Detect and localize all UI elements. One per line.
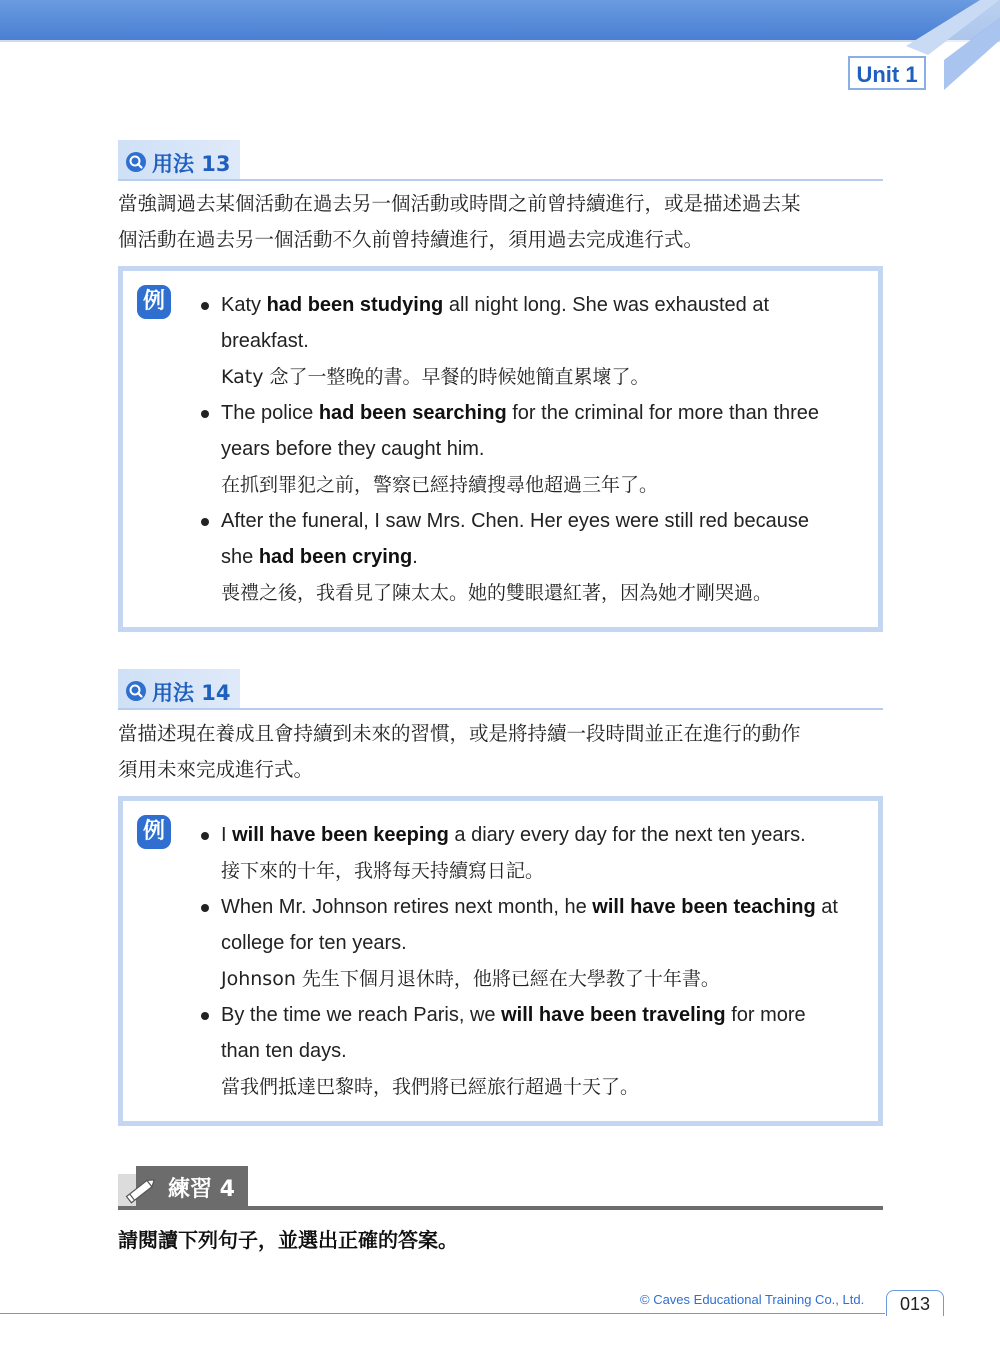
usage-14-desc-line: 當描述現在養成且會持續到未來的習慣，或是將持續一段時間並正在進行的動作 — [118, 722, 801, 745]
example-zh-line: Katy 念了一整晚的書。早餐的時候她簡直累壞了。 — [221, 366, 650, 388]
usage-14-title: 用法 14 — [152, 681, 231, 705]
example-en-line: college for ten years. — [221, 932, 407, 954]
practice-rule — [118, 1206, 883, 1210]
usage-13-desc-line: 個活動在過去另一個活動不久前曾持續進行，須用過去完成進行式。 — [118, 228, 704, 251]
example-item — [201, 287, 870, 395]
usage-14-desc-line: 須用未來完成進行式。 — [118, 758, 314, 781]
copyright-text: © Caves Educational Training Co., Ltd. — [640, 1292, 865, 1307]
example-en-line: breakfast. — [221, 330, 309, 352]
usage-14-tab — [118, 669, 240, 709]
usage-13-example-list — [201, 287, 870, 611]
usage-13-desc-line: 當強調過去某個活動在過去另一個活動或時間之前曾持續進行，或是描述過去某 — [118, 192, 801, 215]
pencil-icon — [120, 1176, 160, 1206]
example-zh-line: 喪禮之後，我看見了陳太太。她的雙眼還紅著，因為她才剛哭過。 — [221, 582, 773, 604]
example-zh-line: 當我們抵達巴黎時，我們將已經旅行超過十天了。 — [221, 1076, 640, 1098]
bullet-icon — [201, 518, 209, 526]
usage-13-example-box — [118, 266, 883, 632]
practice-title: 練習 4 — [168, 1177, 235, 1202]
example-item — [201, 889, 870, 997]
example-item — [201, 395, 870, 503]
example-zh-line: 在抓到罪犯之前，警察已經持續搜尋他超過三年了。 — [221, 474, 659, 496]
example-en-line: than ten days. — [221, 1040, 347, 1062]
unit-label: Unit 1 — [848, 56, 926, 90]
usage-13-tab — [118, 140, 240, 180]
page-number: 013 — [886, 1290, 944, 1316]
example-en-line: The police had been searching for the criminal for more than three — [221, 402, 820, 424]
example-item — [201, 817, 870, 889]
usage-13-description — [118, 186, 888, 258]
example-badge: 例 — [137, 815, 171, 849]
example-en-line: I will have been keeping a diary every day for the next ten years. — [221, 824, 806, 846]
bullet-icon — [201, 410, 209, 418]
usage-14-example-list — [201, 817, 870, 1105]
example-en-line: years before they caught him. — [221, 438, 485, 460]
usage-13-title: 用法 13 — [152, 152, 231, 176]
usage-14-description — [118, 716, 888, 788]
usage-14-rule — [118, 708, 883, 710]
footer-divider — [0, 1313, 885, 1314]
example-en-line: she had been crying. — [221, 546, 418, 568]
usage-13-rule — [118, 179, 883, 181]
practice-tab — [118, 1166, 248, 1206]
bullet-icon — [201, 302, 209, 310]
practice-instruction: 請閱讀下列句子，並選出正確的答案。 — [118, 1228, 458, 1252]
example-en-line: After the funeral, I saw Mrs. Chen. Her eyes were still red because — [221, 510, 810, 532]
example-badge: 例 — [137, 285, 171, 319]
example-en-line: Katy had been studying all night long. She was exhausted at — [221, 294, 770, 316]
bullet-icon — [201, 832, 209, 840]
example-item — [201, 997, 870, 1105]
magnifier-icon — [126, 681, 146, 701]
example-zh-line: Johnson 先生下個月退休時，他將已經在大學教了十年書。 — [221, 968, 720, 990]
example-zh-line: 接下來的十年，我將每天持續寫日記。 — [221, 860, 545, 882]
example-en-line: When Mr. Johnson retires next month, he will have been teaching at — [221, 896, 838, 918]
usage-14-example-box — [118, 796, 883, 1126]
example-en-line: By the time we reach Paris, we will have been traveling for more — [221, 1004, 806, 1026]
example-item — [201, 503, 870, 611]
bullet-icon — [201, 1012, 209, 1020]
bullet-icon — [201, 904, 209, 912]
magnifier-icon — [126, 152, 146, 172]
